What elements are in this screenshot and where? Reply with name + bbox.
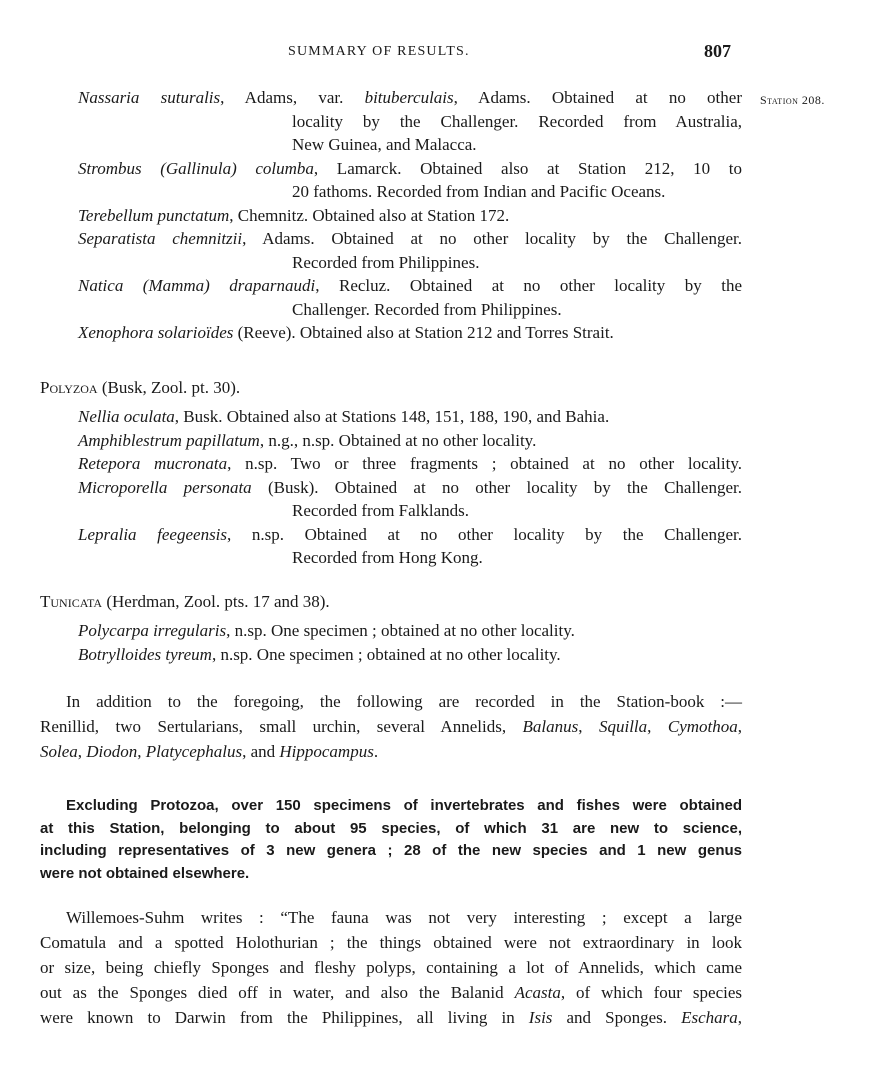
taxon-name: Acasta xyxy=(514,983,561,1002)
group-reference: (Busk, Zool. pt. 30). xyxy=(97,378,241,397)
entry-text: (Reeve). Obtained also at Station 212 and Torres Strait. xyxy=(233,323,614,342)
entry-line xyxy=(78,643,742,667)
quote-paragraph xyxy=(40,905,742,1030)
entry-continuation: 20 fathoms. Recorded from Indian and Pacific Oceans. xyxy=(292,182,666,201)
page-header xyxy=(0,41,880,68)
species-name: Strombus (Gallinula) columba xyxy=(78,158,314,178)
paragraph-line xyxy=(40,1005,742,1030)
taxon-name: Platycephalus xyxy=(145,742,243,761)
paragraph-line: Willemoes-Suhm writes : “The fauna was not very interesting ; except a large xyxy=(66,908,742,927)
species-entry xyxy=(0,476,880,523)
paragraph-line xyxy=(40,739,742,764)
species-name: Terebellum punctatum xyxy=(78,205,230,225)
taxon-name: Eschara xyxy=(681,1008,738,1027)
taxon-name: Cymothoa xyxy=(667,717,738,736)
entry-continuation: Recorded from Hong Kong. xyxy=(292,548,483,567)
entry-text: (Busk). Obtained at no other locality by the Challenger. xyxy=(251,477,742,497)
paragraph-text: , xyxy=(137,742,146,761)
variety-name: bituberculais xyxy=(364,88,454,107)
entry-line xyxy=(78,227,742,251)
species-entry xyxy=(0,204,880,228)
species-name: Microporella personata xyxy=(78,477,252,497)
species-entry xyxy=(0,643,880,667)
species-name: Amphiblestrum papillatum xyxy=(78,430,260,450)
species-name: Nassaria suturalis xyxy=(78,88,221,107)
entry-text: , Adams. Obtained at no other xyxy=(453,88,742,107)
entry-continuation: Recorded from Philippines. xyxy=(292,252,480,272)
paragraph-line: Comatula and a spotted Holothurian ; the things obtained were not extraordinary in look xyxy=(40,933,742,952)
entry-line xyxy=(78,619,742,643)
summary-line: Excluding Protozoa, over 150 specimens of invertebrates and fishes were obtained xyxy=(66,797,742,814)
entry-text: , Adams, var. xyxy=(220,88,365,107)
station-label: Station 208. xyxy=(760,93,825,107)
species-entry xyxy=(0,274,880,321)
entry-line xyxy=(78,157,742,181)
species-name: Retepora mucronata xyxy=(78,454,228,473)
entry-continuation: locality by the Challenger. Recorded from Australia, xyxy=(292,111,742,131)
entry-line xyxy=(78,204,742,228)
polyzoa-list xyxy=(0,405,880,570)
paragraph-text: , and xyxy=(242,742,280,761)
group-name: Polyzoa xyxy=(40,378,98,397)
tunicata-heading xyxy=(40,592,330,612)
running-head: SUMMARY OF RESULTS. xyxy=(288,44,470,59)
page-number: 807 xyxy=(704,41,731,61)
summary-line: at this Station, belonging to about 95 species, of which 31 are new to science, xyxy=(40,819,742,837)
paragraph-text: , xyxy=(77,742,87,761)
entry-line xyxy=(78,523,742,547)
species-name: Separatista chemnitzii xyxy=(78,229,243,248)
species-entry xyxy=(0,429,880,453)
paragraph-line: or size, being chiefly Sponges and fleshy polyps, containing a lot of Annelids, which came xyxy=(40,958,742,977)
entry-line xyxy=(78,429,742,453)
paragraph-text: Renillid, two Sertularians, small urchin, several Annelids, xyxy=(40,717,523,736)
entry-line xyxy=(78,405,742,429)
entry-line xyxy=(78,321,742,345)
paragraph-text: , xyxy=(647,717,668,736)
taxon-name: Hippocampus xyxy=(279,742,374,761)
entry-line xyxy=(78,452,742,476)
species-entry xyxy=(0,523,880,570)
species-entry xyxy=(0,619,880,643)
taxon-name: Balanus xyxy=(522,717,579,736)
entry-continuation: Recorded from Falklands. xyxy=(292,501,470,520)
entry-text: , Adams. Obtained at no other locality by the Challenger. xyxy=(242,229,742,248)
species-entry xyxy=(0,227,880,274)
entry-text: , n.sp. One specimen ; obtained at no other locality. xyxy=(226,621,575,640)
species-name: Botrylloides tyreum xyxy=(78,644,212,664)
paragraph-text: , xyxy=(737,1008,743,1027)
paragraph-line: In addition to the foregoing, the following are recorded in the Station-book :— xyxy=(66,692,742,711)
entry-line xyxy=(78,86,742,110)
entry-text: , n.g., n.sp. Obtained at no other locality. xyxy=(259,430,537,450)
entry-text: , Busk. Obtained also at Stations 148, 151, 188, 190, and Bahia. xyxy=(174,407,610,426)
taxon-name: Diodon xyxy=(86,742,138,761)
species-name: Polycarpa irregularis xyxy=(78,621,227,640)
entry-text: , n.sp. Obtained at no other locality by the Challenger. xyxy=(227,524,742,544)
mollusca-list xyxy=(0,86,880,345)
entry-text: , n.sp. One specimen ; obtained at no other locality. xyxy=(211,644,561,664)
paragraph-line xyxy=(40,714,742,739)
paragraph-line xyxy=(40,980,742,1005)
species-name: Natica (Mamma) draparnaudi xyxy=(78,276,316,295)
taxon-name: Isis xyxy=(528,1008,553,1027)
group-reference: (Herdman, Zool. pts. 17 and 38). xyxy=(102,592,330,611)
species-name: Lepralia feegeensis xyxy=(78,524,228,544)
tunicata-list xyxy=(0,619,880,666)
entry-text: , Lamarck. Obtained also at Station 212, 10 to xyxy=(313,158,743,178)
species-entry xyxy=(0,405,880,429)
paragraph-text: , of which four species xyxy=(560,983,743,1002)
taxon-name: Solea xyxy=(40,742,78,761)
species-entry xyxy=(0,86,880,157)
group-name: Tunicata xyxy=(40,592,103,611)
entry-text: , Recluz. Obtained at no other locality by the xyxy=(315,276,742,295)
paragraph-text: , xyxy=(578,717,599,736)
species-name: Xenophora solarioïdes xyxy=(78,323,234,342)
entry-line xyxy=(78,476,742,500)
summary-line: were not obtained elsewhere. xyxy=(40,864,250,882)
species-entry xyxy=(0,321,880,345)
summary-paragraph xyxy=(40,795,742,885)
entry-text: , n.sp. Two or three fragments ; obtained at no other locality. xyxy=(227,454,742,473)
polyzoa-heading xyxy=(40,378,240,398)
paragraph-text: were known to Darwin from the Philippines, all living in xyxy=(40,1008,529,1027)
species-entry xyxy=(0,452,880,476)
summary-line: including representatives of 3 new genera ; 28 of the new species and 1 new genus xyxy=(40,842,742,859)
taxon-name: Squilla xyxy=(598,717,648,736)
paragraph-text: , xyxy=(737,717,743,736)
entry-line xyxy=(78,274,742,298)
paragraph-text: out as the Sponges died off in water, and also the Balanid xyxy=(40,983,515,1002)
paragraph-text: . xyxy=(373,742,379,761)
station-book-paragraph xyxy=(40,689,742,764)
entry-text: , Chemnitz. Obtained also at Station 172. xyxy=(229,205,510,225)
species-entry xyxy=(0,157,880,204)
species-name: Nellia oculata xyxy=(78,407,175,426)
entry-continuation: Challenger. Recorded from Philippines. xyxy=(292,299,562,319)
entry-continuation: New Guinea, and Malacca. xyxy=(292,135,477,154)
paragraph-text: and Sponges. xyxy=(552,1008,682,1027)
